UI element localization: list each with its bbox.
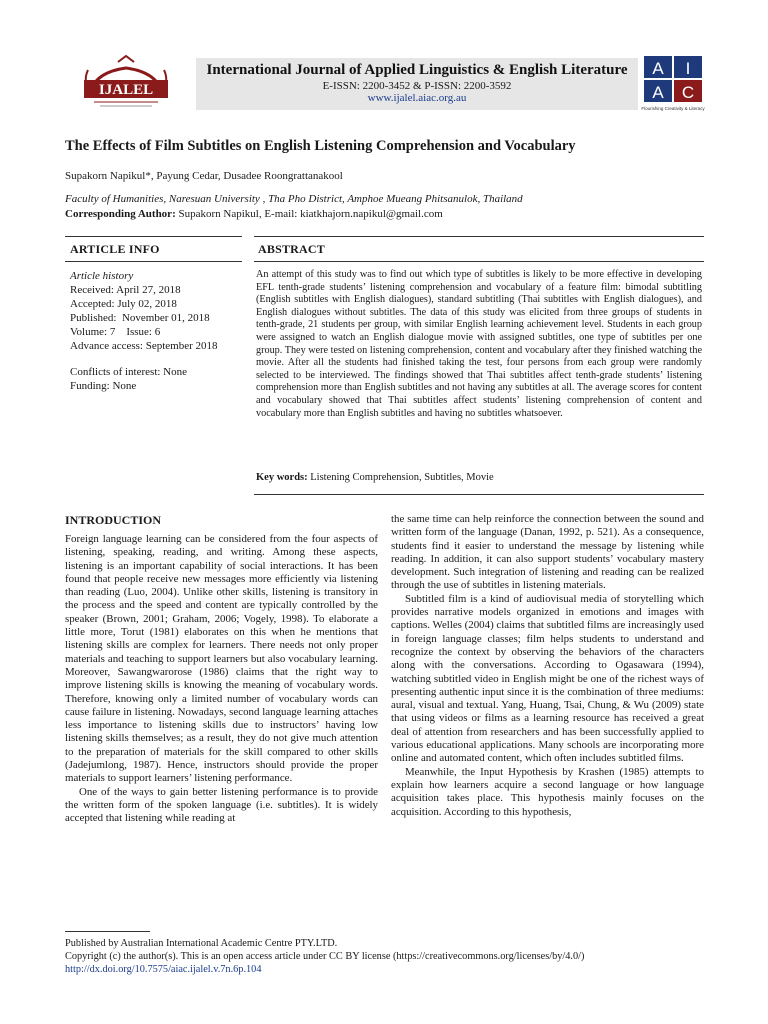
journal-url[interactable]: www.ijalel.aiac.org.au xyxy=(367,92,467,104)
rule-bottom xyxy=(254,494,704,495)
advance-access: Advance access: September 2018 xyxy=(70,340,218,352)
abstract-heading: ABSTRACT xyxy=(258,242,325,256)
rule-top-right xyxy=(254,236,704,237)
body-paragraph: the same time can help reinforce the connection between the sound and written form of the language (Danan, 1992, p. 521). As a consequence, students find it easier to understand the message by listening while reading. In addition, it can also support students’ vocabulary mastery development. Such integration of listening and reading can be realized through the use of subtitles in listening materials. xyxy=(391,513,704,592)
corresponding-value: Supakorn Napikul, E-mail: kiatkhajorn.napikul@gmail.com xyxy=(175,208,443,220)
corresponding-label: Corresponding Author: xyxy=(65,208,176,220)
paper-title: The Effects of Film Subtitles on English Listening Comprehension and Vocabulary xyxy=(65,138,576,154)
body-paragraph: Meanwhile, the Input Hypothesis by Krashen (1985) attempts to explain how learners acquire a second language or how language acquisition takes place. This hypothesis mainly focuses on the acquisition. According to this hypothesis, xyxy=(391,765,704,818)
published-date: Published: November 01, 2018 xyxy=(70,312,210,324)
journal-issn: E-ISSN: 2200-3452 & P-ISSN: 2200-3592 xyxy=(322,80,512,92)
aiac-logo xyxy=(640,52,706,114)
paper-authors: Supakorn Napikul*, Payung Cedar, Dusadee Roongrattanakool xyxy=(65,170,343,182)
corresponding-author xyxy=(65,208,443,220)
body-paragraph: One of the ways to gain better listening performance is to provide the written form of the spoken language (i.e. subtitles). It is widely accepted that listening while reading at xyxy=(65,785,378,825)
aiac-tagline: Flourishing Creativity & Literacy xyxy=(641,106,705,111)
body-paragraph: Foreign language learning can be considered from the four aspects of listening, speaking, reading, and writing. Among these aspects, listening is an important capability of social interactions. It has been found that people receive new messages more efficiently via listening than reading (Luo, 2004). Unlike other skills, listening is transitory in the process and the speed and content are typically controlled by the speaker (Brown, 2001; Graham, 2006; Vogely, 1998). To elaborate a little more, Torut (1981) elaborates on this when he mentions that listening skills are complex for learners. There needs not only proper materials and teaching to support learners but also vocabulary learning. Moreover, Sawangwarorose (1986) claims that the right way to improve listening skills is knowing the meaning of vocabulary words. Therefore, knowing only a limited number of vocabulary words can cause failure in listening. Nowadays, second language learning attaches less importance to listening skills due to instructors’ having low listening skills themselves; as a result, they do not give much attention to the preparation of materials for the skill compared to other skills (Jadejumlong, 1987). Hence, instructors should provide the proper materials to support learners’ listening performance. xyxy=(65,533,378,785)
footnote-rule xyxy=(65,931,150,932)
received-date: Received: April 27, 2018 xyxy=(70,284,181,296)
copyright-note: Copyright (c) the author(s). This is an open access article under CC BY license (https://creativecommons.org/licenses/by/4.0/) xyxy=(65,951,585,962)
rule-top-left xyxy=(65,236,242,237)
body-column-right xyxy=(391,513,704,819)
journal-title: International Journal of Applied Linguistics & English Literature xyxy=(206,62,628,78)
keywords xyxy=(256,472,494,483)
introduction-heading: INTRODUCTION xyxy=(65,513,162,527)
article-info-heading: ARTICLE INFO xyxy=(70,242,160,256)
article-history-label: Article history xyxy=(70,270,134,282)
aiac-letter-c: C xyxy=(681,83,695,102)
body-paragraph: Subtitled film is a kind of audiovisual media of storytelling which provides narrative models organized in emotions and images with captions. Welles (2004) claims that subtitled films are increasingly used in foreign language classes; film helps students to understand and recognize the context by observing the behaviors of the characters along with the conversations. According to Ogasawara (1994), watching subtitled video in English might be one of the richest ways of presenting authentic input since it is the combination of three mediums: aural, visual and textual. Yang, Huang, Tsai, Chung, & Wu (2009) state that using videos or films as a learning resource has received a great deal of attention from researchers and has been successfully applied to various educational applications. Many schools are incorporating more online and automated content, which often includes subtitled films. xyxy=(391,592,704,765)
body-column-left xyxy=(65,533,378,826)
journal-banner xyxy=(196,58,638,110)
funding: Funding: None xyxy=(70,380,137,392)
ijalel-logo-text: IJALEL xyxy=(98,82,154,98)
paper-affiliation: Faculty of Humanities, Naresuan University , Tha Pho District, Amphoe Mueang Phitsanulok, Thailand xyxy=(65,193,523,205)
aiac-letter-i: I xyxy=(685,59,691,78)
publisher-note: Published by Australian International Academic Centre PTY.LTD. xyxy=(65,938,338,949)
ijalel-logo xyxy=(62,52,190,114)
rule-under-info-head xyxy=(65,261,242,262)
article-info xyxy=(70,269,240,393)
keywords-value: Listening Comprehension, Subtitles, Movie xyxy=(307,472,494,483)
keywords-label: Key words: xyxy=(256,472,308,483)
volume-issue: Volume: 7 Issue: 6 xyxy=(70,326,161,338)
journal-header xyxy=(62,52,706,114)
conflicts-of-interest: Conflicts of interest: None xyxy=(70,366,188,378)
footnote xyxy=(65,937,584,976)
aiac-letter-a2: A xyxy=(652,83,664,102)
accepted-date: Accepted: July 02, 2018 xyxy=(70,298,177,310)
aiac-letter-a1: A xyxy=(652,59,664,78)
doi-link[interactable]: http://dx.doi.org/10.7575/aiac.ijalel.v.7n.6p.104 xyxy=(65,964,262,975)
abstract-text: An attempt of this study was to find out which type of subtitles is likely to be more effective in developing EFL tenth-grade students’ listening comprehension and vocabulary of a feature film: bimodal subtitling (English subtitles with English dialogues), standard subtitling (Thai subtitles with English dialogues), and English dialogues without subtitles. The data of this study was elicited from three groups of students in tenth-grade, 21 students per group, with similar English learning achievement level. Students in each group were assigned to watch an English dialogue movie with assigned subtitles, one type of subtitles per one group. They were tested on listening comprehension, content and vocabulary after they finished watching the movie. After all the students had finished taking the test, four persons from each group were randomly selected to be interviewed. The findings showed that Thai subtitles affect tenth-grade students’ listening comprehension more than English subtitles and not having any subtitles at all. The average scores for content and vocabulary showed that Thai subtitles affect students’ listening comprehension of content and vocabulary more than English subtitles and having no subtitles whatsoever. xyxy=(256,269,702,419)
rule-under-abstract-head xyxy=(254,261,704,262)
